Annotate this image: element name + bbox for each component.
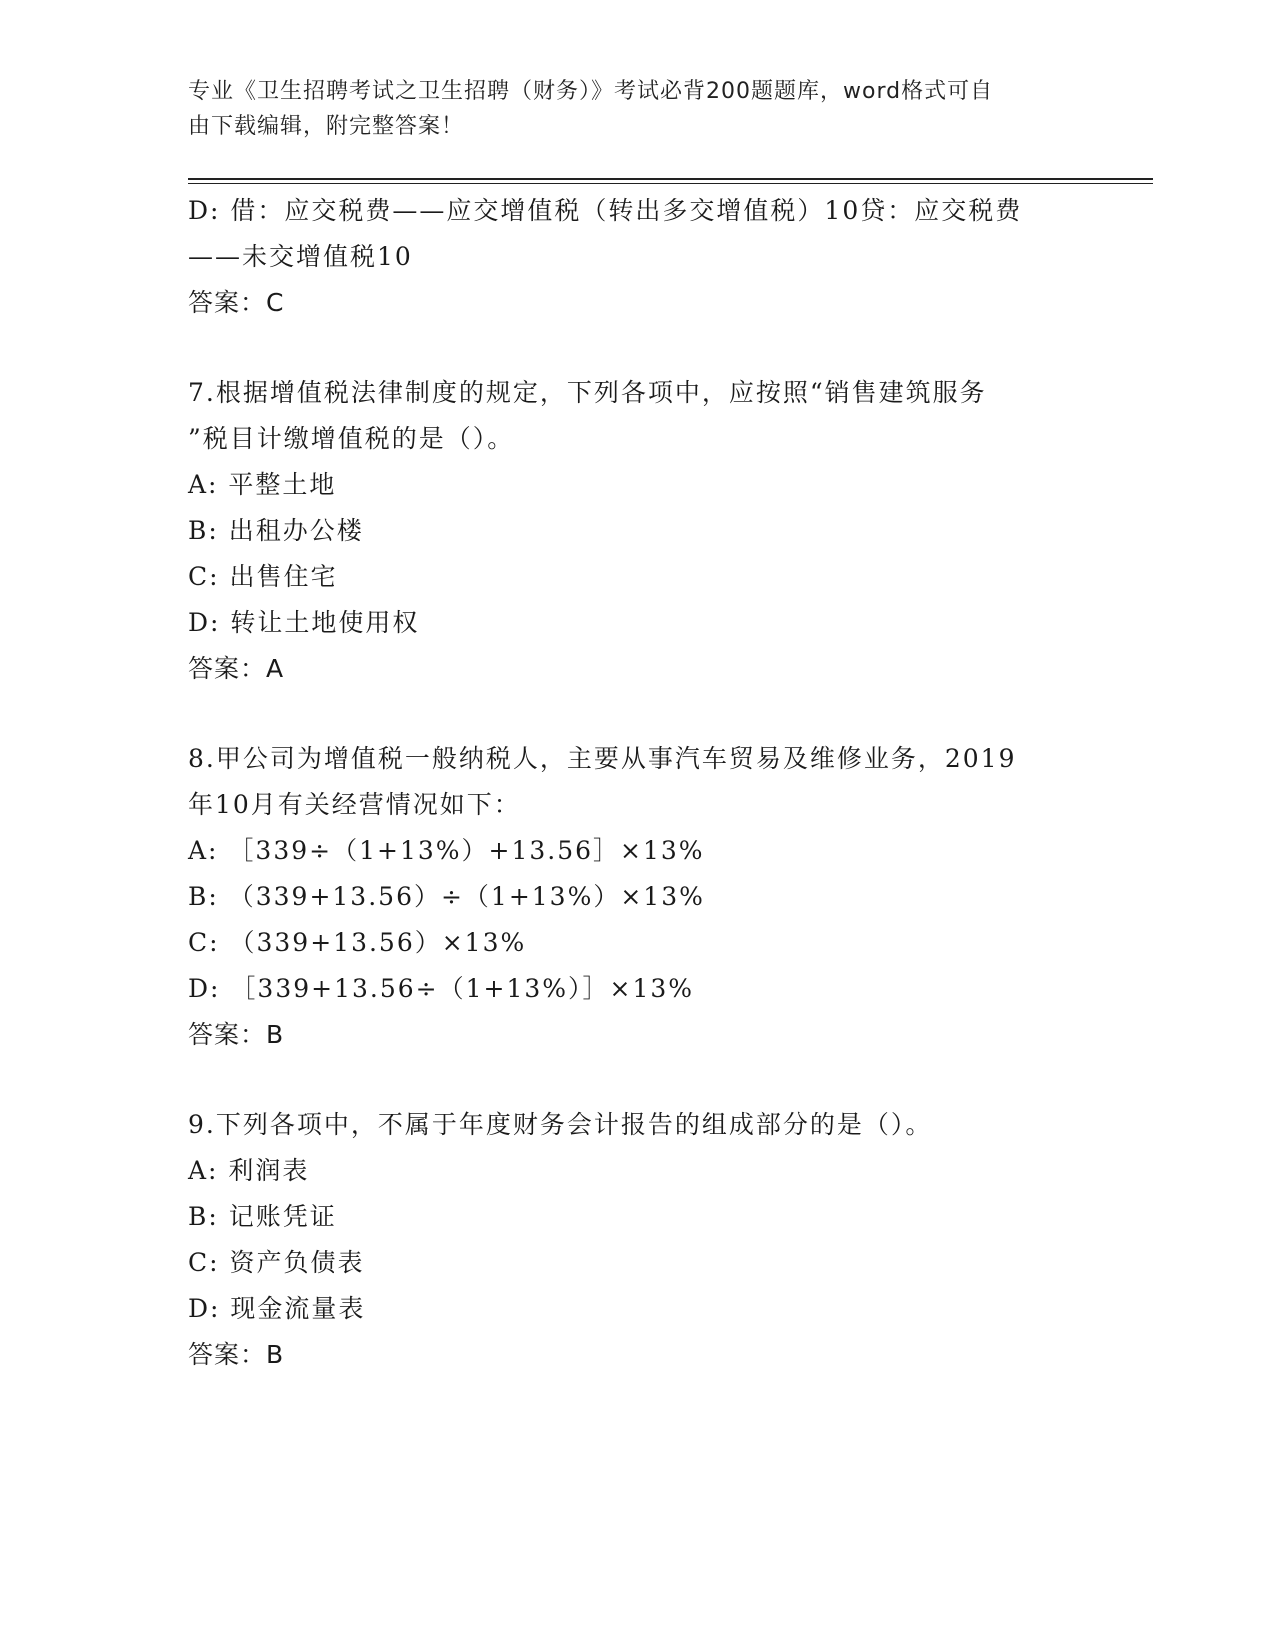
question-9 xyxy=(188,1102,1088,1378)
answer: 答案：C xyxy=(188,288,285,317)
answer: 答案：A xyxy=(188,654,285,683)
header-title-line-2: 由下载编辑，附完整答案！ xyxy=(188,114,465,139)
question-list xyxy=(188,188,1088,1378)
answer: 答案：B xyxy=(188,1340,285,1369)
answer: 答案：B xyxy=(188,1020,285,1049)
question-stem-line-1: 8.甲公司为增值税一般纳税人，主要从事汽车贸易及维修业务，2019 xyxy=(188,744,1017,773)
question-7 xyxy=(188,370,1088,692)
spacer xyxy=(188,326,1088,370)
option-c: C: 资产负债表 xyxy=(188,1248,365,1277)
question-8 xyxy=(188,736,1088,1058)
header-divider-thick xyxy=(188,178,1153,180)
option-a: A: 利润表 xyxy=(188,1156,310,1185)
option-d: D: 现金流量表 xyxy=(188,1294,366,1323)
question-stem-line-2: 年10月有关经营情况如下： xyxy=(188,790,521,819)
option-b: B: 出租办公楼 xyxy=(188,516,364,545)
question-stem-line-1: 7.根据增值税法律制度的规定，下列各项中，应按照“销售建筑服务 xyxy=(188,378,987,407)
header-divider-thin xyxy=(188,183,1153,184)
option-d: D: ［339+13.56÷（1+13%）］×13% xyxy=(188,974,695,1003)
spacer xyxy=(188,692,1088,736)
option-c: C: （339+13.56）×13% xyxy=(188,928,527,957)
option-b: B: （339+13.56）÷（1+13%）×13% xyxy=(188,882,705,911)
question-stem-line-2: ”税目计缴增值税的是（）。 xyxy=(188,424,515,453)
question-stem-line-1: 9.下列各项中，不属于年度财务会计报告的组成部分的是（）。 xyxy=(188,1110,933,1139)
header-title-line-1: 专业《卫生招聘考试之卫生招聘（财务）》考试必背200题题库，word格式可自 xyxy=(188,79,994,104)
option-d-line-1: D: 借：应交税费——应交增值税（转出多交增值税）10贷：应交税费 xyxy=(188,196,1023,225)
option-d-line-2: ——未交增值税10 xyxy=(188,242,413,271)
document-header xyxy=(188,74,1068,144)
option-b: B: 记账凭证 xyxy=(188,1202,337,1231)
option-d: D: 转让土地使用权 xyxy=(188,608,420,637)
option-a: A: 平整土地 xyxy=(188,470,337,499)
question-6-tail xyxy=(188,188,1088,326)
option-a: A: ［339÷（1+13%）+13.56］×13% xyxy=(188,836,705,865)
spacer xyxy=(188,1058,1088,1102)
option-c: C: 出售住宅 xyxy=(188,562,338,591)
